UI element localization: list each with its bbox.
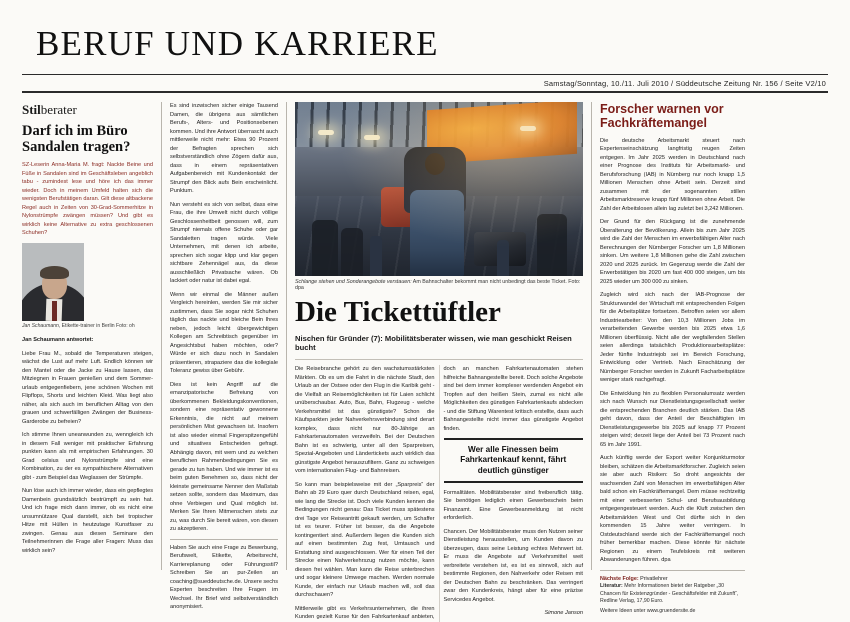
literature-label: Literatur:: [600, 582, 623, 589]
main-paragraph-4: Formalitäten. Mobilitätsberater sind freiberuflich tätig. Sie benötigen lediglich einen Gewerbeschein beim Finanzamt. Eine Gewerbeanmeldung ist nicht erforderlich.: [443, 489, 583, 522]
main-headline: Die Tickettüftler: [295, 296, 501, 328]
stilberater-cont-paragraph-1: Es sind inzwischen sicher einige Tausend Damen, die übrigens aus sämtlichen Berufs-, Alters- und Positionsebenen kommen. Und ihre Antwort überrascht auch mittlerweile nicht mehr: Etwa 90 Prozent der Befragten sprechen sich selbstverständlich ohne Zögern dafür aus, dass in einem repräsentativen Aufgabenbereich mit Kundenkontakt der Strumpf den Blick aufs Bein erscheinlicht. Punktum.: [170, 103, 278, 194]
next-installment-box: [600, 570, 745, 616]
sidebar-headline: Forscher warnen vor Fachkräftemangel: [600, 102, 724, 131]
main-paragraph-2: So kann man beispielsweise mit der „Sparpreis“ der Bahn ab 29 Euro quer durch Deutschland reisen, egal, wie lang die Strecke ist. Doch viele Kunden kennen die Bedingungen nicht genau: Das Ticket muss spätestens drei Tage vor Reiseantritt gekauft werden, um Schaffer ist es teurer. Früher ist besser, da die Angebote kontingentiert sind. Außerdem liegen die Kunden sich auf einen bestimmten Zug fest, Umtausch und Erstattung sind ausgeschlossen. Wer für einen Teil der Strecke einen Nahverkehrszug nutzen möchte, kann diesen frei wählen. Man kann die Reise unterbrechen und sogar kleinere Umwege machen. Werden normale Kunde, der einfach nur Urlaub machen will, soll das durchschauen?: [295, 481, 435, 598]
column-divider-1: [161, 102, 162, 570]
portrait-caption: [22, 323, 153, 330]
photo-caption-rest: Am Bahnschalter bekommt man nicht unbedingt das beste Ticket. Foto: dpa: [295, 279, 581, 291]
sidebar-paragraph-2: Der Grund für den Rückgang ist die zunehmende Überalterung der Bevölkerung. Allein bis zum Jahr 2025 wird die Zahl der Menschen im erwerbsfähigen Alter nach Berechnungen der Nürnberger Forscher um 1,8 Millionen sinken. Um weitere 1,8 Millionen gehe die Zahl zwischen 2020 und 2025 zurück. Im Gegenzug werde die Zahl der Erwerbstätigen bis 2020 um fast 400 000 steigen, um bis 2025 wieder um 300 000 zu sinken.: [600, 219, 745, 285]
main-byline: Simone Janson: [544, 610, 583, 617]
next-installment-text: Privatlehrer: [638, 575, 668, 582]
reader-contact-box: [170, 539, 278, 612]
article-grid: [22, 102, 828, 620]
masthead-issue-info: Samstag/Sonntag, 10./11. Juli 2010 / Süddeutsche Zeitung Nr. 156 / Seite V2/10: [543, 79, 826, 88]
literature-text: Mehr Informationen bietet der Ratgeber „30 Chancen für Existenzgründer - Geschäftsfelder mit Zukunft“, Redline Verlag, 17,90 Euro.: [600, 582, 739, 605]
column-stilberater: [22, 102, 161, 570]
stilberater-answer-label: Jan Schaumann antwortet:: [22, 337, 94, 344]
stilberater-headline: Darf ich im Büro Sandalen tragen?: [22, 123, 131, 156]
main-paragraph-3: Mittlerweile gibt es Verkehrsunternehmen, die ihren Kunden gezielt Kurse für den Fahrkartenkauf anbieten, doch an manchen Fahrkartenautomaten stehen hilfreiche Bahnangestellte bereit. Doch solche Angebote sind bei dem immer komplexer werdenden Angebot ein Tropfen auf den heißen Stein, zumal es nicht alle Möglichkeiten des günstigen Fahrkartenkaufs abdecken - und die Stiftung Warentest kritisch erstellte, dass auch Bahnangestellte nicht immer das günstigste Angebot finden.: [295, 366, 583, 620]
section-kicker: [22, 102, 153, 118]
main-rule: [295, 359, 583, 360]
literature-link: Weitere Ideen unter www.gruendersite.de: [600, 608, 696, 615]
page-title: BERUF UND KARRIERE: [36, 24, 439, 63]
stilberater-paragraph-2: Ich stimme Ihnen uneanwunden zu, wenngleich ich in diesem Fall weniger mit praktischer Erfahrung punkten kann als mit empirischen Erfahrungen. 30 Grad celsius und Nylonstrümpfe sind eine Kombination, zu der es sympathischere Alternativen gibt - zum Beispiel das Weglassen der Strümpfe.: [22, 432, 153, 481]
sidebar-paragraph-5: Auch künftig werde der Export weiter Konjunkturmotor bleiben, schätzen die Arbeitsmarktforscher. Zugleich seien sie aber auch Risiken: So droht angesichts der wachsenden Zahl von Menschen im erwerbsfähigen Alter bald schon ein Fachkräftemangel. Dem müsse rechtzeitig mit einer verbesserten Schul- und Berufsausbildung entgegengesteuert werden. Auch die Kluft zwischen den Arbeitsmärkten West und Ost dürfte sich in den kommenden 15 Jahre weiter verringern. In Ostdeutschland werde sich der Fachkräftemangel noch früher bemerkbar machen. Diese könnte für nächste Regionen zu einem Teufelskreis mit weiteren Abwanderungen führen. dpa: [600, 455, 745, 564]
pull-quote: Wer alle Finessen beim Fahrkartenkauf kennt, fährt deutlich günstiger: [444, 438, 584, 483]
stilberater-paragraph-1: Liebe Frau M., sobald die Temperaturen steigen, wächst die Lust auf mehr Luft. Endlich können wir den Mantel oder die Jacke zu Hause lassen, das Mitziegnen in Frauen genießen und dem Sommer-urlaub entgegenfiebern, jene schönen Wochen mit Flipflops, Shorts und leichten Kleid. Was liegt also näher, als sich auch im beruflichen Alltag von den grauen und schwerfälligen Zwängen der Business-Garderobe zu befreien?: [22, 350, 153, 425]
masthead-divider-bottom: [22, 91, 828, 93]
main-paragraph-5: Chancen. Der Mobilitätsberater muss den Nutzen seiner Dienstleistung herausstellen, um Kunden davon zu überzeugen, dass seine Leistung echtes Mehrwert ist. Er muss die Angebote auf Verkehrsmittel weit verbreitete verstehen ist, es ist es sinnvoll, sich auf bestimmte Regionen, den Nahverkehr oder Reisen mit der Deutschen Bahn zu beschränken. Das verringert zwar den Kundenkreis, hängt aber für eine präzise Servicedes Angebot.: [443, 528, 583, 603]
stilberater-cont-paragraph-2: Nun versteht es sich von selbst, dass eine Frau, die ihre Umwelt nicht durch völlige Geschlossenheitbeit genossen will, zum Strumpf niemals offene Schuhe oder gar Sandaletten tragen würde. Viele Unternehmen, mit denen ich arbeite, sprechen sich sogar klipp und klar gegen sichtbare Zehennägel aus, da diese ausschließlich Privatsache wären. Ob lackiert oder natur ist dabei egal.: [170, 201, 278, 284]
main-article-body: [295, 365, 583, 622]
column-main-article: [295, 102, 591, 620]
portrait-figure: [22, 243, 153, 330]
sidebar-paragraph-3: Zugleich wird sich nach der IAB-Prognose der Strukturwandel der Wirtschaft mit entsprechenden Folgen für die Arbeitsplätze fortsetzen. Betroffen seien vor allem Industriearbeiter: Von den 10,3 Millionen Jobs im verarbeitenden Gewerbe werden bis 2025 etwa 1,6 Millionen überflüssig. Nicht alle der wegfallenden Stellen seien allerdings tatsächlich Produktionsarbeitsplätze: Jeder fünfte Industriejob sei im Bereich Forschung, Entwicklung oder Vertrieb. Nach Einschätzung der Nürnberger Forscher werden in Zukunft Facharbeitsplätze weniger stark nachgefragt.: [600, 292, 745, 384]
column-stilberater-continued: [170, 102, 286, 610]
photo-caption: [295, 279, 583, 291]
portrait-caption-role: Etikette-trainer in Berlin Foto: oh: [60, 322, 135, 329]
avatar: [22, 243, 84, 321]
next-installment-label: Nächste Folge:: [600, 575, 639, 582]
main-paragraph-1: Die Reisebranche gehört zu den wachstumsstärksten Märkten. Ob es um die Fahrt in die nächste Stadt, den Urlaub an der Ostsee oder den Flug in die Karibik geht - die Vielfalt an Reisemöglichkeiten ist für Laien schlicht unüberschaubar. Auto, Bus, Bahn, Flugzeug - welche Verkehrsmittel ist das günstigste? Schon die Käufsparkten jeder Nahverkehrsverbindung sind derart komplex, dass nicht nur 80-Jährige an Fahrkartenautomaten verzweifeln. Bei der Deutschen Bahn ist es schwierig, unter all den Sparpreisen, Spezial-Angeboten und Ländertickets auch wirklich das günstigste Angebot herauszufiltern. Ganz zu schweigen vom internationalen Flug- und Bahnreisen.: [295, 366, 435, 474]
section-kicker-bold: Stil: [22, 102, 41, 117]
photo-caption-lead: Schlange stehen und Sonderangebote verstauen:: [295, 279, 412, 285]
section-kicker-rest: berater: [40, 102, 77, 117]
sidebar-paragraph-1: Die deutsche Arbeitsmarkt steuert nach Expertenseinschätzung langfristig reugen Zeiten entgegen. Im Jahr 2025 werden in Deutschland nach einer Prognose des Instituts für Arbeitsmarkt- und Berufsforschung (IAB) in Nürnberg nur noch knapp 1,5 Millionen Menschen ohne Arbeit sein. Derzeit sind zusammen mit der sogenannten stillen Arbeitsmarktreserve knapp fünf Millionen ohne Arbeit. Die Zahl der Arbeitslosen allein lag zuletzt bei 3,242 Millionen.: [600, 137, 745, 212]
stilberater-paragraph-3: Nun löse auch ich immer wieder, dass ein gepflegtes Damenbein grundsätzlich bestrümpft zu sein hat. Und ich frage mich dann immer, ob es nicht eine unsumnützare Qual darstellt, sich bei tropischer Hitze mit Hüllen in heutzutage Kunstfaser zu zwingen. Genau aus diesen Seminare den Teilnehmerinnen die Frage aller Fragen: Muss das wirklich sein?: [22, 488, 153, 554]
stilberater-cont-paragraph-3: Wenn wir einmal die Männer außen Vergleich hereinlen, werden Sie mir sicher zustimmen, dass Sie sogar nicht Schuhen täglich das nackte und bleiche Bein Ihres neben, jedoch leicht übergewichtigen Kollegen am Schreibtisch gegenüber im Angesichtsbut haben möchten, oder? Würde er sich dazu noch in Sandalen präsentieren, strapaziere das die kollegiale Toleranz gewiss über Gebühr.: [170, 291, 278, 374]
article-photo: [295, 102, 583, 276]
stilberater-cont-paragraph-4: Dies ist kein Angriff auf die emanzipatorische Befreiung von überkommenen Bekleidungskonventionen, sondern eine repräsentativ gewonnene Erkenntnis, die nicht auf meinem persönlichen Mist gewachsen ist. Insofern ist also wieder einmal Fingerspitzengefühl und situatives Entscheiden gefragt. Abhängig davon, mit wem und zu welchen beruflichen Rahmenbedingungen Sie es gerade zu tun haben. Und wie immer ist es beim guten Benehmen so, dass nicht der kleinste gemeinsame Nenner den Maßstab setzen sollte, sondern das Maximum, das ohne Verbiegen und Qual möglich ist. Merken Sie Ihren Mitmenschen stets zur zu, was durch Sie bereit wären, von diesen zu akzeptieren.: [170, 381, 278, 532]
stilberater-question: SZ-Leserin Anna-Maria M. fragt: Nackte Beine und Füße in Sandalen sind im Geschäftsleben angeblich tabu - zumindest lese und höre ich das immer wieder. Doch in meinem Umfeld halten sich die wenigsten Berufstätigen daran. Gilt diese altbackene Regel auch in Zeiten von 30-Grad-Sommerhitze in Nylonstrümpfe zwängen müssen? Und gibt es wirklich keine Alternative zu extra geschlossenen Schuhen?: [22, 162, 153, 237]
column-divider-2: [286, 102, 287, 570]
sidebar-paragraph-4: Die Entwicklung hin zu flexiblen Personalumsatz werden sich nach Wunsch nur Dienstleistungsgesellschaft weiter die entsprechenden Branchen deutlich stärken. Das IAB geht davon, dass der Anteil der Beschäftigten im Dienstleistungsgewerbe bis 2025 auf knapp 77 Prozent steigen wird; derzeit liege der Anteil bei 73 Prozent nach 65 im Jahr 1991.: [600, 390, 745, 448]
main-subheadline: Nischen für Gründer (7): Mobilitätsberater wissen, wie man geschickt Reisen bucht: [295, 334, 572, 352]
literature-note: [600, 583, 745, 606]
masthead: [22, 0, 828, 93]
reader-contact-text: Haben Sie auch eine Frage zu Bewerbung, Berufswelt, Etikette, Arbeitsrecht, Karriereplanung oder Führungsstil? Schreiben Sie an pur-Zeilen an coaching@sueddeutsche.de. Unsere sechs Experten beschreiten Ihre Fragen im Wechsel. Ihr Brief wird selbstverständlich anonymisiert.: [170, 544, 278, 610]
column-sidebar-news: [600, 102, 745, 615]
portrait-caption-name: Jan Schaumann,: [22, 322, 61, 329]
next-installment-line: [600, 575, 745, 583]
column-divider-3: [591, 102, 592, 570]
